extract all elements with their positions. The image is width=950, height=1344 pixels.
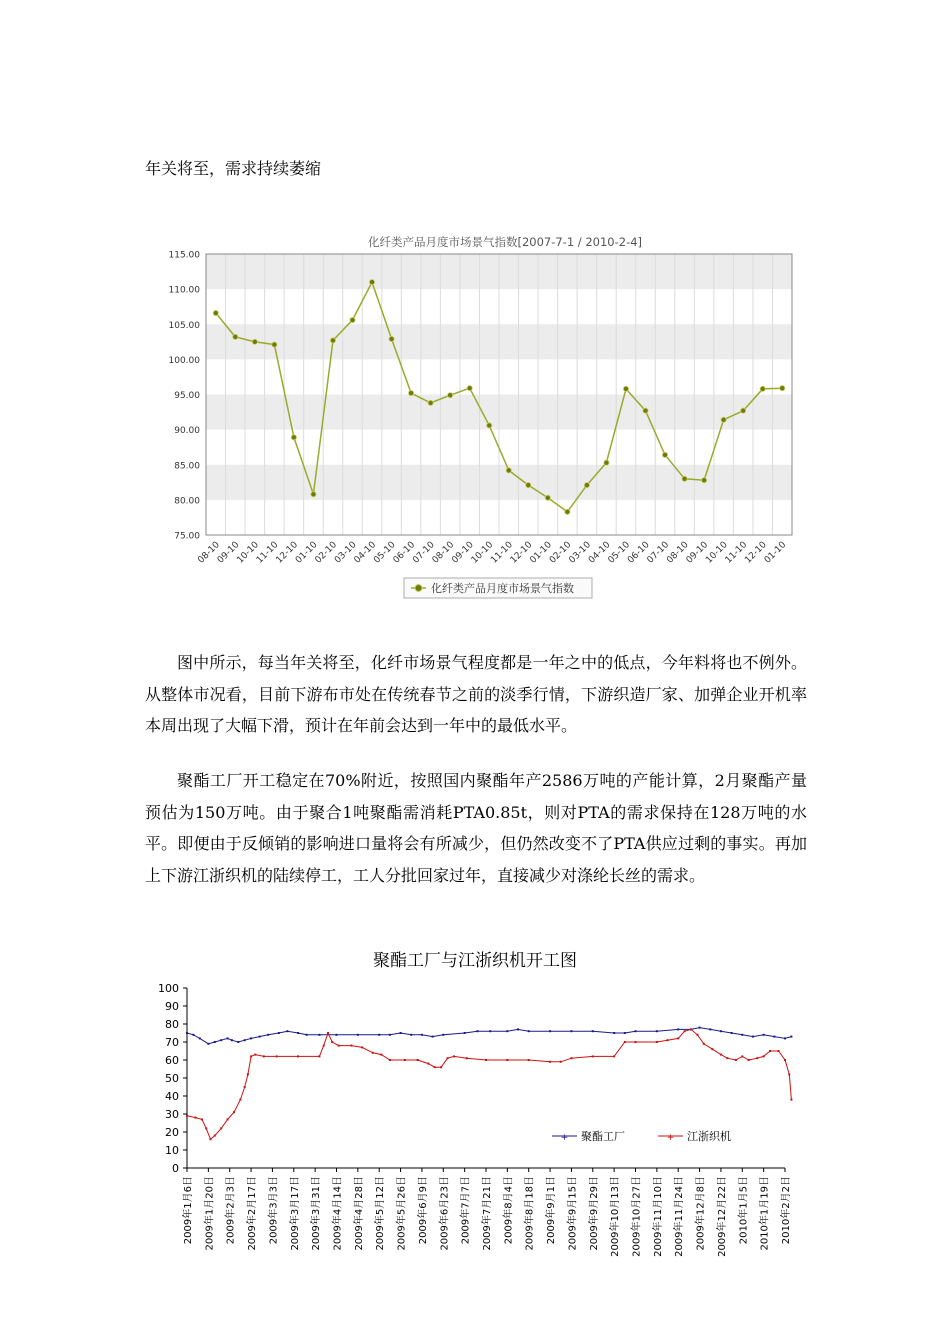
data-point <box>731 1032 733 1034</box>
paragraph-2: 聚酯工厂开工稳定在70%附近，按照国内聚酯年产2586万吨的产能计算，2月聚酯产量预估为150万吨。由于聚合1吨聚酯需消耗PTA0.85t，则对PTA的需求保持在128万吨的水平。即便由于反倾销的影响进口量将会有所减少，但仍然改变不了PTA供应过剩的事实。再加上下游江浙织机的陆续停工，工人分批回家过年，直接减少对涤纶长丝的需求。 <box>145 771 807 885</box>
data-point <box>409 390 414 395</box>
data-point <box>711 1048 713 1050</box>
x-tick-label: 2009年4月14日 <box>332 1176 344 1251</box>
chart-title: 化纤类产品月度市场景气指数[2007-7-1 / 2010-2-4] <box>367 235 643 249</box>
y-tick-label: 95.00 <box>174 391 200 401</box>
data-point <box>476 1030 478 1032</box>
data-point <box>604 460 609 465</box>
data-point <box>790 1099 792 1101</box>
data-point <box>584 483 589 488</box>
data-point <box>427 1063 429 1065</box>
data-point <box>231 1039 233 1041</box>
data-point <box>297 1055 299 1057</box>
data-point <box>756 1057 758 1059</box>
data-point <box>186 1115 188 1117</box>
data-point <box>361 1046 363 1048</box>
data-point <box>192 1034 194 1036</box>
data-point <box>233 334 238 339</box>
data-point <box>506 1059 508 1061</box>
data-point <box>699 1027 701 1029</box>
data-point <box>726 1057 728 1059</box>
data-point <box>250 1055 252 1057</box>
data-point <box>254 1054 256 1056</box>
data-point <box>338 1045 340 1047</box>
x-tick-label: 2009年5月12日 <box>375 1176 387 1251</box>
x-tick-label: 10-10 <box>235 540 261 566</box>
x-tick-label: 2009年8月18日 <box>524 1176 536 1251</box>
data-point <box>434 1066 436 1068</box>
data-point <box>263 1055 265 1057</box>
data-point <box>327 1032 329 1034</box>
data-point <box>624 1032 626 1034</box>
x-tick-label: 02-10 <box>547 540 574 566</box>
data-point <box>311 492 316 497</box>
data-point <box>624 1041 626 1043</box>
data-point <box>667 1039 669 1041</box>
data-point <box>721 417 726 422</box>
x-tick-label: 04-10 <box>352 540 379 566</box>
data-point <box>233 1111 235 1113</box>
data-point <box>252 339 257 344</box>
data-point <box>220 1127 222 1129</box>
data-point <box>237 1041 239 1043</box>
x-tick-label: 2009年1月6日 <box>183 1176 194 1245</box>
x-tick-label: 07-10 <box>645 540 672 566</box>
x-tick-label: 2009年11月10日 <box>652 1176 664 1257</box>
data-point <box>286 1030 288 1032</box>
section-heading: 年关将至，需求持续萎缩 <box>145 159 322 178</box>
data-point <box>760 386 765 391</box>
data-point <box>690 1028 692 1030</box>
y-tick-label: 85.00 <box>174 461 200 472</box>
x-tick-label: 12-10 <box>743 540 769 566</box>
data-point <box>613 1055 615 1057</box>
data-point <box>291 435 296 440</box>
data-point <box>549 1030 551 1032</box>
data-point <box>752 1036 754 1038</box>
y-tick-label: 60 <box>165 1054 179 1067</box>
data-point <box>272 342 277 347</box>
x-tick-label: 2009年7月7日 <box>460 1176 472 1245</box>
data-point <box>613 1032 615 1034</box>
data-point <box>635 1041 637 1043</box>
data-point <box>318 1055 320 1057</box>
data-point <box>278 1032 280 1034</box>
y-tick-label: 20 <box>165 1126 179 1139</box>
chart-legend <box>404 578 592 598</box>
legend-label: 江浙织机 <box>687 1130 731 1143</box>
data-point <box>773 1036 775 1038</box>
x-tick-label: 2009年9月1日 <box>546 1176 558 1245</box>
data-point <box>549 1061 551 1063</box>
legend-marker-icon <box>415 585 422 592</box>
data-point <box>684 1030 686 1032</box>
data-point <box>330 338 335 343</box>
x-tick-label: 03-10 <box>567 540 594 566</box>
data-point <box>592 1055 594 1057</box>
data-point <box>447 1057 449 1059</box>
x-tick-label: 2009年8月4日 <box>503 1176 515 1245</box>
data-point <box>464 1032 466 1034</box>
data-point <box>331 1041 333 1043</box>
x-tick-label: 08-10 <box>196 540 222 566</box>
data-point <box>677 1037 679 1039</box>
data-point <box>244 1086 246 1088</box>
data-point <box>485 1059 487 1061</box>
y-tick-label: 105.00 <box>168 320 200 331</box>
data-point <box>369 280 374 285</box>
y-tick-label: 70 <box>165 1036 179 1049</box>
series-line-polyester <box>187 1028 791 1044</box>
data-point <box>207 1043 209 1045</box>
x-tick-label: 09-10 <box>684 540 711 566</box>
x-tick-label: 2009年10月27日 <box>631 1176 643 1257</box>
y-tick-label: 115.00 <box>168 250 200 261</box>
data-point <box>735 1059 737 1061</box>
data-point <box>357 1034 359 1036</box>
data-point <box>214 1135 216 1137</box>
y-tick-label: 80 <box>165 1018 179 1031</box>
data-point <box>528 1059 530 1061</box>
data-point <box>506 1030 508 1032</box>
data-point <box>213 310 218 315</box>
data-point <box>763 1055 765 1057</box>
data-point <box>696 1034 698 1036</box>
data-point <box>453 1055 455 1057</box>
data-point <box>720 1054 722 1056</box>
data-point <box>784 1059 786 1061</box>
data-point <box>778 1050 780 1052</box>
x-tick-label: 11-10 <box>723 540 750 566</box>
data-point <box>250 1037 252 1039</box>
x-tick-label: 10-10 <box>704 540 730 566</box>
data-point <box>199 1037 201 1039</box>
x-tick-label: 2009年9月15日 <box>567 1176 579 1251</box>
paragraph-1: 图中所示，每当年关将至，化纤市场景气程度都是一年之中的低点，今年料将也不例外。从整体市况看，目前下游布市处在传统春节之前的淡季行情，下游织造厂家、加弹企业开机率本周出现了大幅下滑，预计在年前会达到一年中的最低水平。 <box>145 653 807 735</box>
data-point <box>709 1028 711 1030</box>
data-point <box>702 478 707 483</box>
x-tick-label: 06-10 <box>626 540 652 566</box>
y-tick-label: 100.00 <box>168 355 200 366</box>
chart-legend <box>552 1129 731 1143</box>
data-point <box>526 483 531 488</box>
data-point <box>205 1127 207 1129</box>
data-point <box>780 386 785 391</box>
data-point <box>350 1045 352 1047</box>
data-point <box>682 476 687 481</box>
data-point <box>389 1059 391 1061</box>
data-point <box>560 1061 562 1063</box>
data-point <box>195 1117 197 1119</box>
data-point <box>389 336 394 341</box>
x-tick-label: 08-10 <box>665 540 691 566</box>
data-point <box>788 1073 790 1075</box>
data-point <box>336 1034 338 1036</box>
data-point <box>239 1099 241 1101</box>
data-point <box>247 1073 249 1075</box>
x-tick-label: 2009年4月28日 <box>353 1176 365 1251</box>
data-point <box>656 1030 658 1032</box>
x-tick-label: 2010年1月5日 <box>738 1176 750 1245</box>
data-point <box>421 1034 423 1036</box>
data-point <box>404 1059 406 1061</box>
x-tick-label: 12-10 <box>508 540 535 566</box>
data-point <box>466 1057 468 1059</box>
y-tick-label: 100 <box>158 982 179 995</box>
data-point <box>214 1041 216 1043</box>
x-tick-label: 01-10 <box>528 540 554 566</box>
x-tick-label: 11-10 <box>489 540 515 566</box>
data-point <box>209 1138 211 1140</box>
data-point <box>244 1039 246 1041</box>
operating-rate-chart <box>145 940 805 1270</box>
data-point <box>276 1055 278 1057</box>
data-point <box>186 1032 188 1034</box>
data-point <box>748 1059 750 1061</box>
data-point <box>565 509 570 514</box>
data-point <box>703 1043 705 1045</box>
x-tick-label: 2009年6月9日 <box>417 1176 429 1245</box>
data-point <box>372 1052 374 1054</box>
data-point <box>489 1030 491 1032</box>
data-point <box>784 1037 786 1039</box>
data-point <box>442 1034 444 1036</box>
x-tick-label: 2009年3月31日 <box>311 1176 323 1251</box>
data-point <box>741 1055 743 1057</box>
x-tick-label: 2009年2月3日 <box>225 1176 237 1245</box>
x-tick-label: 02-10 <box>313 540 340 566</box>
data-point <box>410 1034 412 1036</box>
data-point <box>769 1050 771 1052</box>
x-tick-label: 2009年10月13日 <box>610 1176 622 1257</box>
legend-label: 化纤类产品月度市场景气指数 <box>431 582 574 595</box>
x-tick-label: 11-10 <box>254 540 281 566</box>
data-point <box>677 1028 679 1030</box>
x-tick-label: 04-10 <box>586 540 613 566</box>
data-point <box>417 1059 419 1061</box>
x-tick-label: 2009年7月21日 <box>482 1176 493 1251</box>
x-tick-label: 2009年3月3日 <box>268 1176 280 1245</box>
data-point <box>487 423 492 428</box>
data-point <box>323 1045 325 1047</box>
market-index-chart <box>160 228 810 608</box>
data-point <box>201 1118 203 1120</box>
data-point <box>790 1036 792 1038</box>
x-tick-label: 2009年12月22日 <box>716 1176 728 1257</box>
data-point <box>662 452 667 457</box>
data-point <box>448 393 453 398</box>
x-tick-label: 2009年9月29日 <box>588 1176 600 1251</box>
x-tick-label: 10-10 <box>469 540 496 566</box>
data-point <box>227 1118 229 1120</box>
data-point <box>643 408 648 413</box>
data-point <box>528 1030 530 1032</box>
y-tick-label: 80.00 <box>174 496 200 507</box>
data-point <box>428 400 433 405</box>
data-point <box>440 1066 442 1068</box>
data-point <box>763 1034 765 1036</box>
data-point <box>545 495 550 500</box>
x-tick-label: 2009年5月26日 <box>396 1176 408 1251</box>
x-tick-label: 09-10 <box>450 540 476 566</box>
x-tick-label: 2009年12月8日 <box>695 1176 707 1251</box>
x-tick-label: 06-10 <box>391 540 418 566</box>
y-tick-label: 90 <box>165 1000 179 1013</box>
x-tick-label: 07-10 <box>411 540 437 566</box>
x-tick-label: 2009年2月17日 <box>247 1176 259 1251</box>
legend-marker-icon: + <box>560 1133 569 1143</box>
data-point <box>517 1028 519 1030</box>
data-point <box>318 1034 320 1036</box>
data-point <box>306 1034 308 1036</box>
x-tick-label: 2009年11月24日 <box>674 1176 686 1257</box>
x-tick-label: 05-10 <box>372 540 398 566</box>
y-tick-label: 90.00 <box>174 426 200 437</box>
legend-label: 聚酯工厂 <box>581 1130 625 1143</box>
data-point <box>720 1030 722 1032</box>
data-point <box>297 1032 299 1034</box>
data-point <box>259 1036 261 1038</box>
y-tick-label: 110.00 <box>168 285 200 296</box>
x-tick-label: 2009年6月23日 <box>439 1176 451 1251</box>
data-point <box>741 408 746 413</box>
x-tick-label: 08-10 <box>430 540 457 566</box>
data-point <box>741 1034 743 1036</box>
y-tick-label: 40 <box>165 1090 179 1103</box>
x-tick-label: 09-10 <box>215 540 242 566</box>
data-point <box>623 386 628 391</box>
x-tick-label: 01-10 <box>293 540 320 566</box>
chart-title: 聚酯工厂与江浙织机开工图 <box>373 951 577 971</box>
data-point <box>570 1057 572 1059</box>
data-point <box>400 1032 402 1034</box>
data-point <box>220 1039 222 1041</box>
x-tick-label: 03-10 <box>333 540 359 566</box>
data-point <box>389 1034 391 1036</box>
data-point <box>570 1030 572 1032</box>
data-point <box>267 1034 269 1036</box>
y-tick-label: 10 <box>165 1144 179 1157</box>
legend-marker-icon: + <box>666 1133 675 1143</box>
x-tick-label: 12-10 <box>274 540 301 566</box>
x-tick-label: 01-10 <box>762 540 789 566</box>
y-tick-label: 0 <box>172 1162 179 1175</box>
data-point <box>432 1036 434 1038</box>
series-line-looms <box>187 1029 791 1139</box>
x-tick-label: 05-10 <box>606 540 633 566</box>
data-point <box>506 468 511 473</box>
x-tick-label: 2010年1月19日 <box>759 1176 771 1251</box>
x-tick-label: 2010年2月2日 <box>781 1176 792 1245</box>
data-point <box>380 1054 382 1056</box>
x-tick-label: 2009年3月17日 <box>289 1176 301 1251</box>
data-point <box>467 386 472 391</box>
data-point <box>350 317 355 322</box>
data-point <box>227 1037 229 1039</box>
y-tick-label: 50 <box>165 1072 179 1085</box>
data-point <box>592 1030 594 1032</box>
x-tick-label: 2009年1月20日 <box>204 1176 216 1251</box>
data-point <box>378 1034 380 1036</box>
data-point <box>635 1030 637 1032</box>
y-tick-label: 30 <box>165 1108 179 1121</box>
data-point <box>656 1041 658 1043</box>
y-tick-label: 75.00 <box>174 531 200 542</box>
